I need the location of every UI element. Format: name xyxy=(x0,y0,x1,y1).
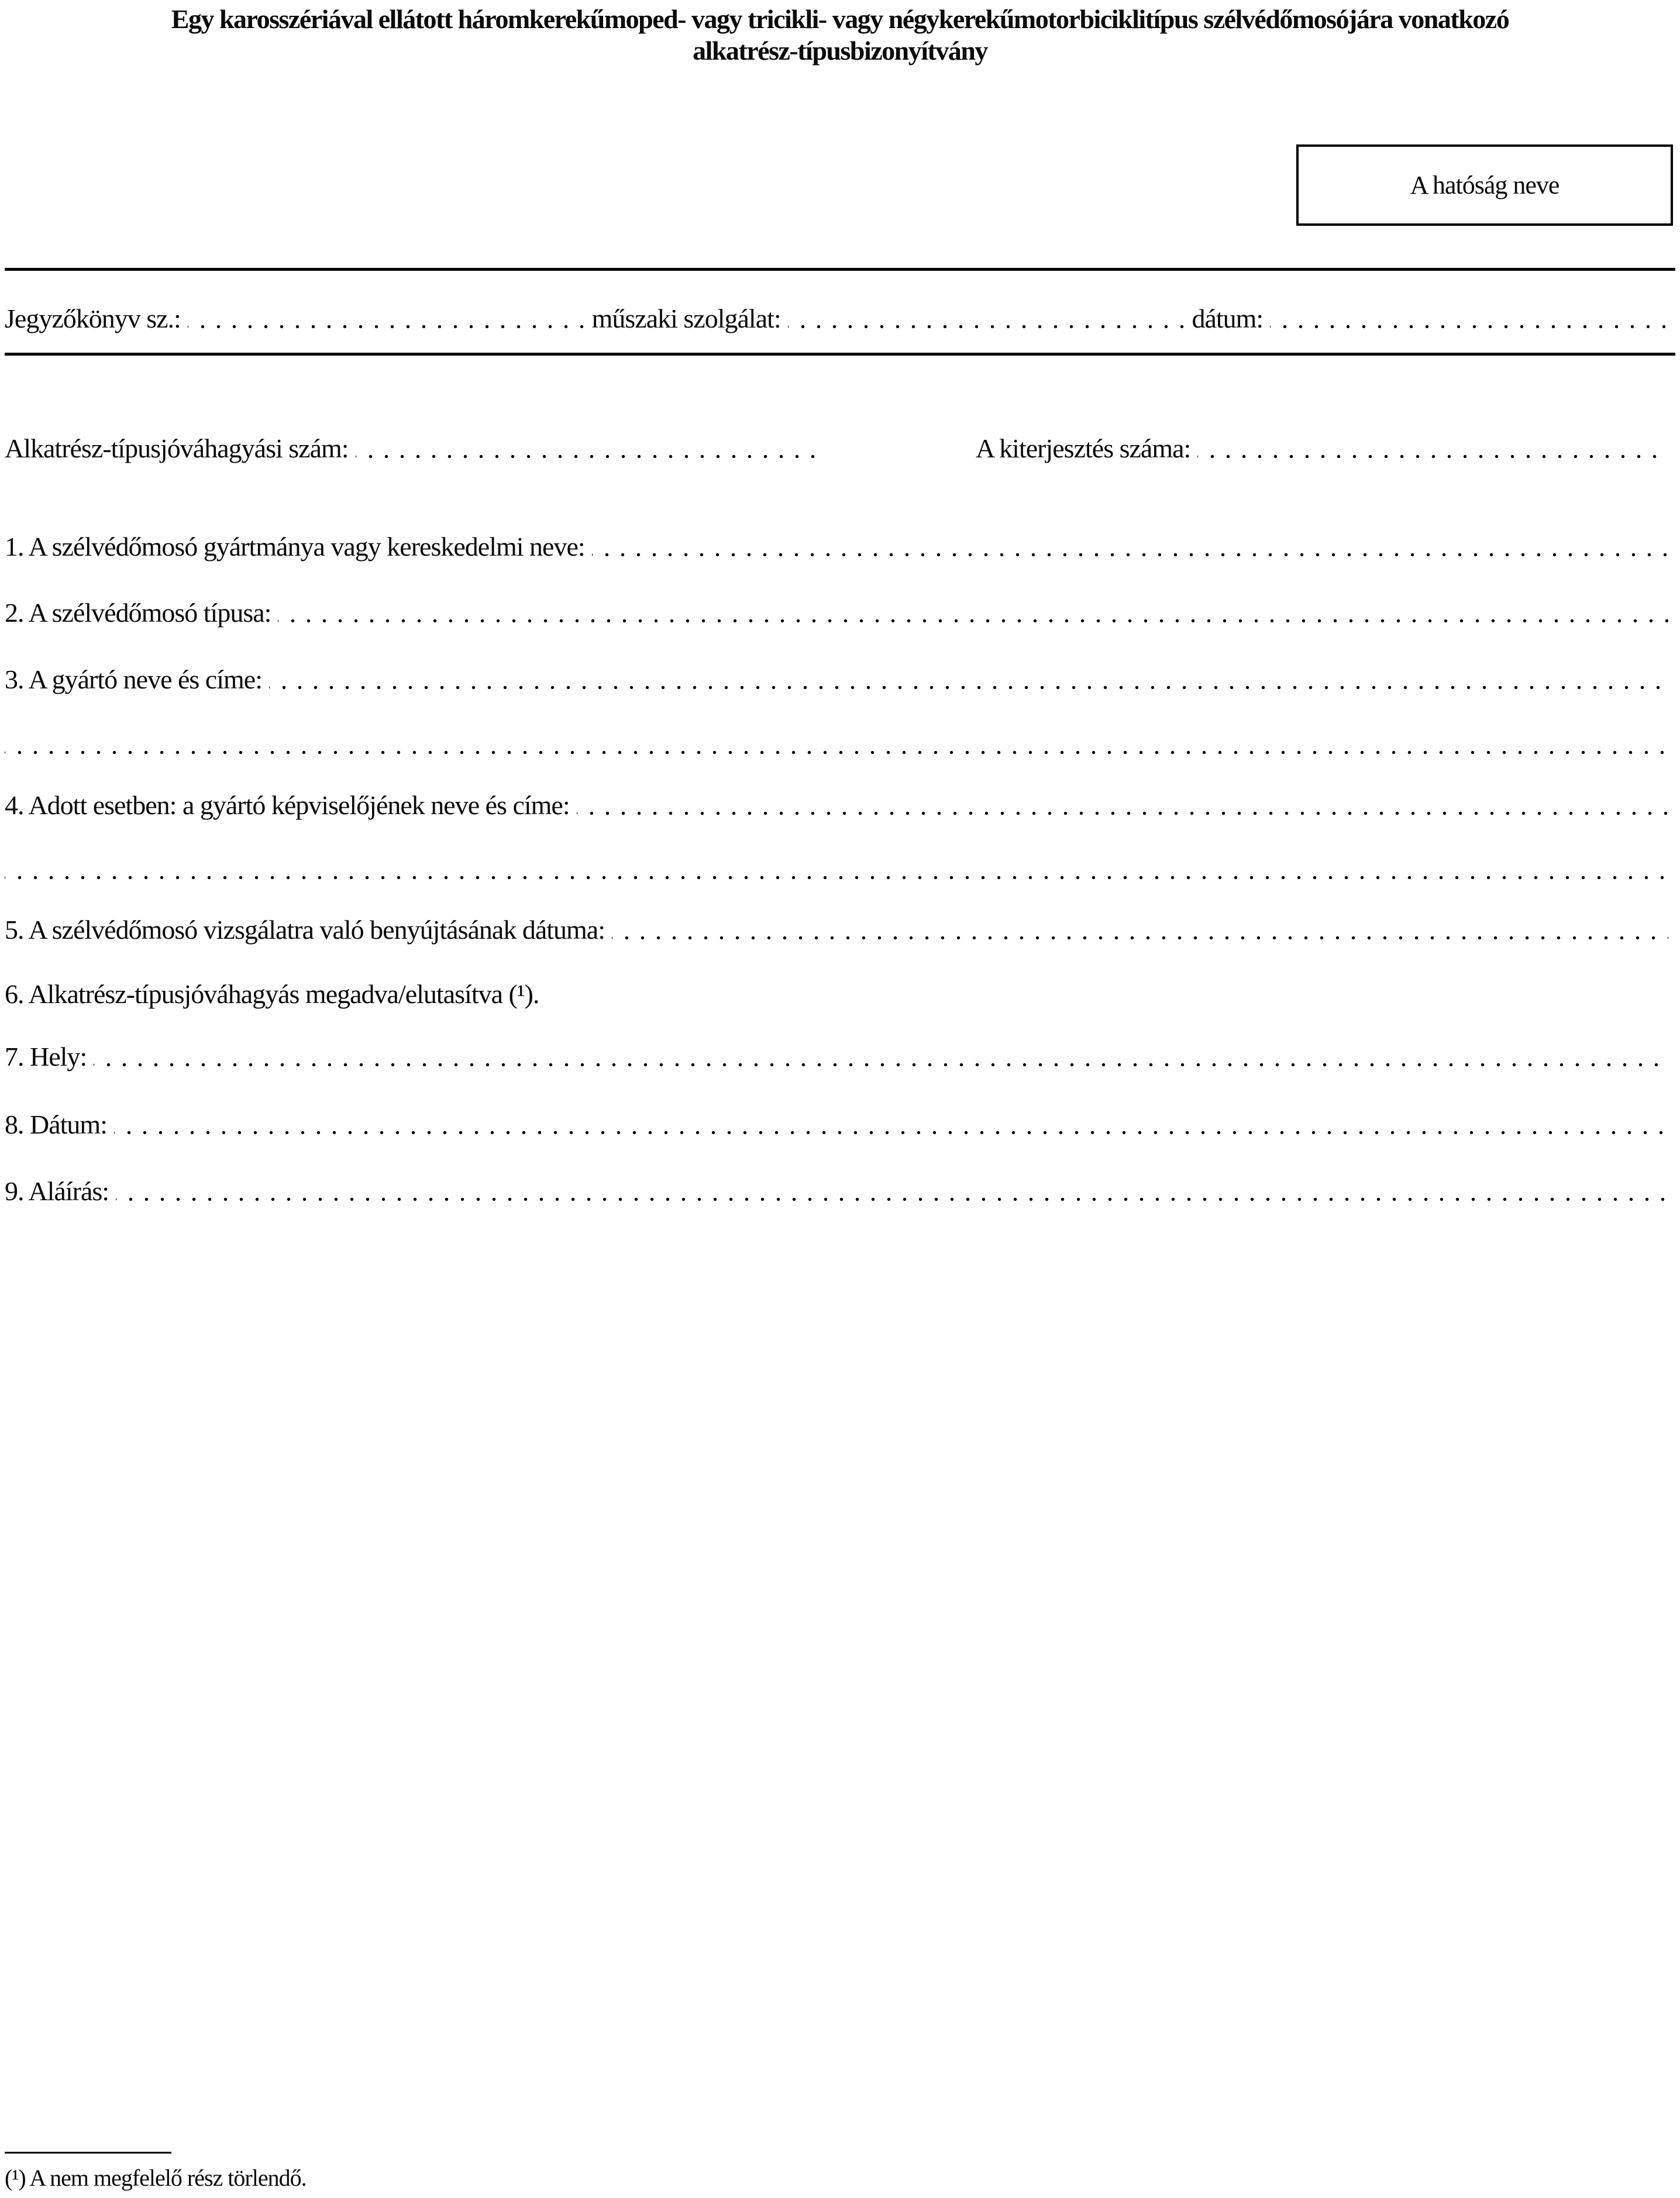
date-fill-line xyxy=(1270,302,1668,335)
item-1-label: 1. A szélvédőmosó gyártmánya vagy kereskedelmi neve: xyxy=(5,532,585,561)
form-item-8 xyxy=(5,1108,1668,1141)
form-item-6 xyxy=(5,978,1668,1011)
approval-number-fill-line xyxy=(356,432,827,465)
form-item-7 xyxy=(5,1041,1668,1073)
extension-number-field xyxy=(976,432,1668,465)
technical-service-fill-line xyxy=(788,302,1186,335)
item-7-fill-line xyxy=(94,1041,1668,1073)
item-3-label: 3. A gyártó neve és címe: xyxy=(5,664,262,694)
approval-number-field xyxy=(5,432,827,465)
document-title-line-1: Egy karosszériával ellátott háromkerekűmoped- vagy tricikli- vagy négykerekűmotorbiciklitípus szélvédőmosójára vonatkozó xyxy=(171,4,1509,34)
authority-name-box xyxy=(1296,144,1673,226)
extension-number-fill-line xyxy=(1197,432,1668,465)
item-2-label: 2. A szélvédőmosó típusa: xyxy=(5,598,271,628)
item-9-label: 9. Aláírás: xyxy=(5,1176,109,1206)
item-4-fill-line xyxy=(577,789,1668,822)
form-item-3-continuation xyxy=(5,728,1668,761)
form-item-4-continuation xyxy=(5,853,1668,886)
item-2-fill-line xyxy=(278,597,1668,629)
form-item-5 xyxy=(5,914,1668,946)
footnote-text: (¹) A nem megfelelő rész törlendő. xyxy=(5,2165,307,2191)
item-4-label: 4. Adott esetben: a gyártó képviselőjének neve és címe: xyxy=(5,790,570,820)
approval-number-label: Alkatrész-típusjóváhagyási szám: xyxy=(5,433,349,463)
extension-number-label: A kiterjesztés száma: xyxy=(976,433,1191,463)
form-item-2 xyxy=(5,597,1668,629)
horizontal-rule-top xyxy=(5,268,1675,271)
protocol-number-fill-line xyxy=(188,302,586,335)
document-title xyxy=(0,4,1680,67)
technical-service-label: műszaki szolgálat: xyxy=(591,304,781,333)
item-6-label: 6. Alkatrész-típusjóváhagyás megadva/elutasítva (¹). xyxy=(5,979,539,1009)
item-4-continuation-fill-line xyxy=(5,853,1668,886)
horizontal-rule-bottom xyxy=(5,353,1675,356)
item-1-fill-line xyxy=(592,530,1668,563)
item-7-label: 7. Hely: xyxy=(5,1042,87,1072)
date-label: dátum: xyxy=(1192,304,1264,333)
form-item-4 xyxy=(5,789,1668,822)
authority-name-label: A hatóság neve xyxy=(1410,171,1559,199)
item-3-continuation-fill-line xyxy=(5,728,1668,761)
approval-number-row xyxy=(5,432,1668,465)
item-3-fill-line xyxy=(269,663,1668,696)
item-9-fill-line xyxy=(116,1175,1668,1208)
form-item-9 xyxy=(5,1175,1668,1208)
form-item-1 xyxy=(5,530,1668,563)
protocol-number-label: Jegyzőkönyv sz.: xyxy=(5,304,181,333)
form-item-3 xyxy=(5,663,1668,696)
document-title-line-2: alkatrész-típusbizonyítvány xyxy=(693,36,987,66)
item-5-fill-line xyxy=(612,914,1668,946)
item-8-label: 8. Dátum: xyxy=(5,1110,107,1139)
item-5-label: 5. A szélvédőmosó vizsgálatra való benyújtásának dátuma: xyxy=(5,915,605,945)
item-8-fill-line xyxy=(114,1108,1668,1141)
footnote-separator-rule xyxy=(5,2152,171,2154)
approval-row-spacer xyxy=(827,432,976,465)
protocol-header-row xyxy=(5,302,1668,335)
